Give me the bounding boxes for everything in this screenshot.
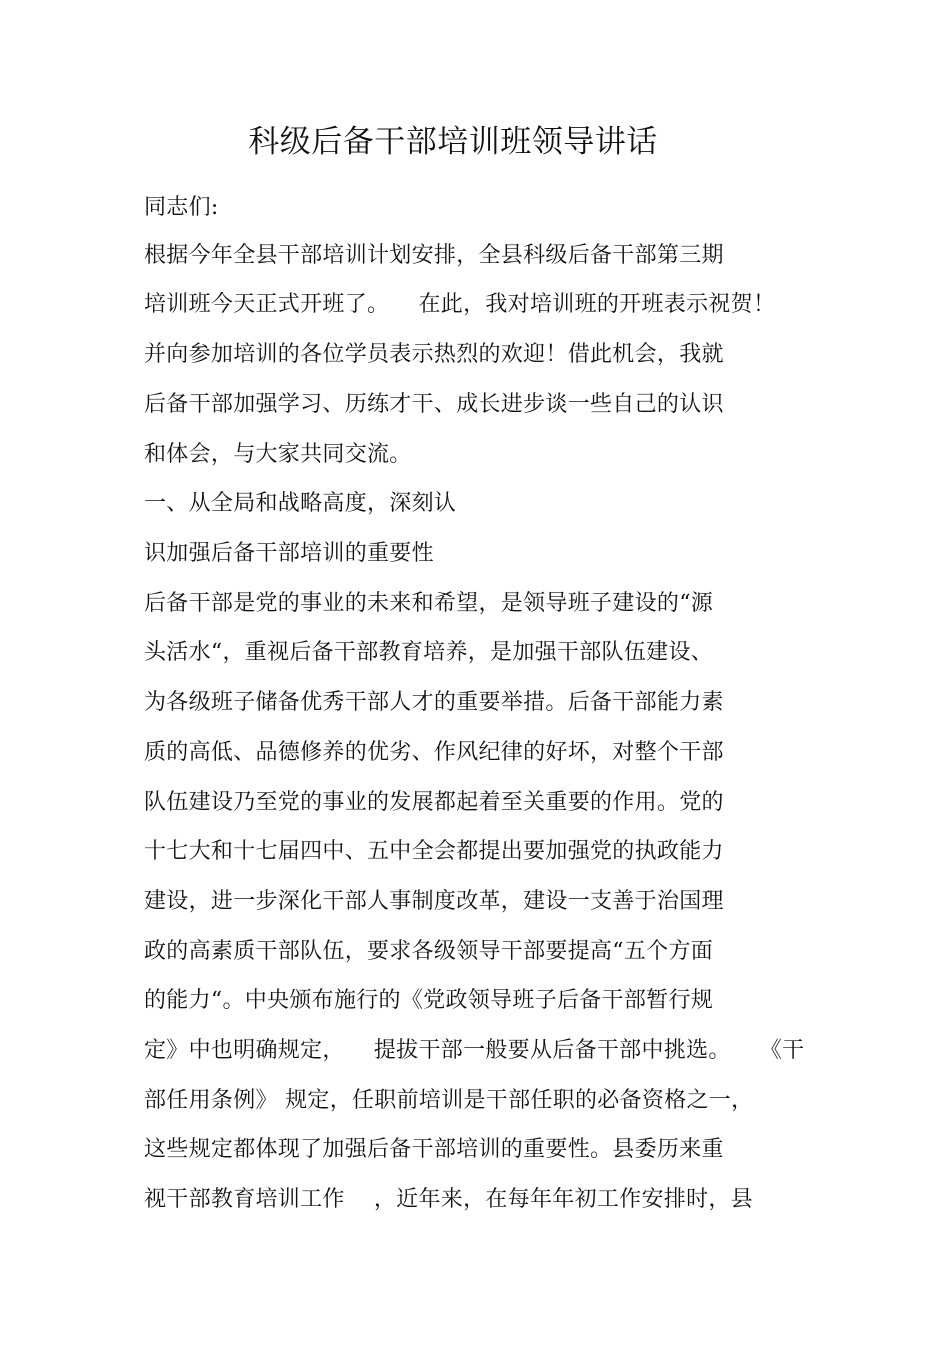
text-line: 建设，进一步深化干部人事制度改革，建设一支善于治国理 (144, 889, 724, 914)
text-line: 质的高低、品德修养的优劣、作风纪律的好坏，对整个干部 (144, 740, 724, 765)
text-line: 头活水“，重视后备干部教育培养，是加强干部队伍建设、 (144, 640, 714, 665)
text-line: 并向参加培训的各位学员表示热烈的欢迎！借此机会，我就 (144, 342, 724, 367)
document-title: 科级后备干部培训班领导讲话 (248, 124, 658, 160)
greeting-line: 同志们: (144, 195, 219, 220)
text-line: 后备干部加强学习、历练才干、成长进步谈一些自己的认识 (144, 392, 724, 417)
text-line: 队伍建设乃至党的事业的发展都起着至关重要的作用。党的 (144, 790, 724, 815)
text-line: 视干部教育培训工作 ，近年来，在每年年初工作安排时，县 (144, 1187, 753, 1212)
section-heading-line: 一、从全局和战略高度，深刻认 (144, 491, 457, 516)
text-line: 政的高素质干部队伍，要求各级领导干部要提高“五个方面 (144, 939, 714, 964)
text-line: 定》中也明确规定， 提拔干部一般要从后备干部中挑选。 《干 (144, 1038, 805, 1063)
text-line: 培训班今天正式开班了。 在此，我对培训班的开班表示祝贺！ (144, 292, 776, 317)
text-line: 为各级班子储备优秀干部人才的重要举措。后备干部能力素 (144, 690, 724, 715)
text-line: 后备干部是党的事业的未来和希望，是领导班子建设的“源 (144, 591, 714, 616)
text-line: 根据今年全县干部培训计划安排，全县科级后备干部第三期 (144, 243, 724, 268)
text-line: 十七大和十七届四中、五中全会都提出要加强党的执政能力 (144, 839, 724, 864)
text-line: 这些规定都体现了加强后备干部培训的重要性。县委历来重 (144, 1137, 724, 1162)
text-line: 和体会，与大家共同交流。 (144, 442, 412, 467)
text-line: 的能力“。中央颁布施行的《党政领导班子后备干部暂行规 (144, 988, 714, 1013)
section-heading-line: 识加强后备干部培训的重要性 (144, 541, 434, 566)
text-line: 部任用条例》 规定，任职前培训是干部任职的必备资格之一， (144, 1088, 754, 1113)
